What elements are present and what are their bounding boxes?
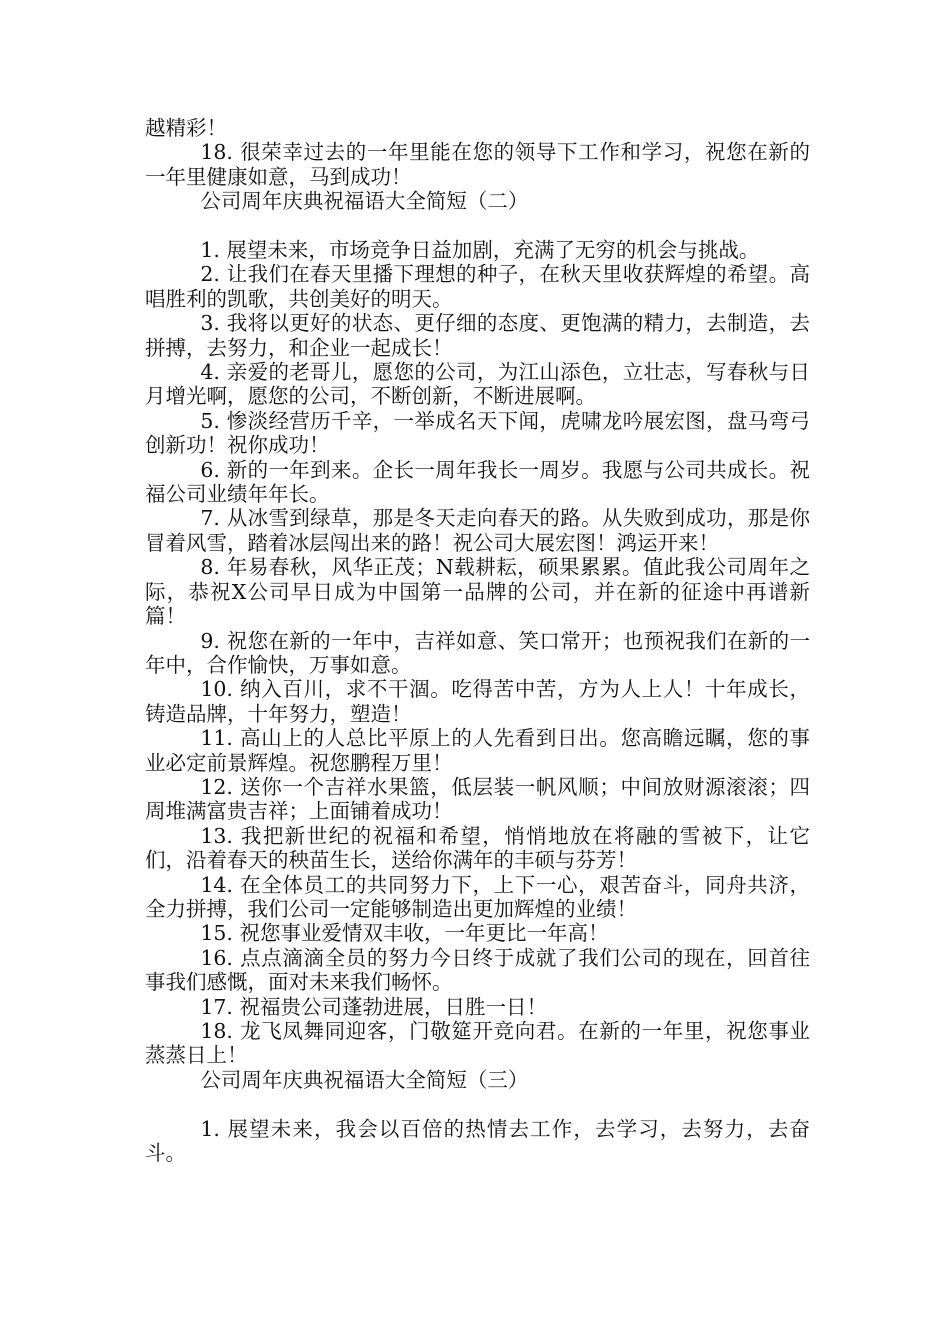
list-item: 4. 亲爱的老哥儿，愿您的公司，为江山添色，立壮志，写春秋与日月增光啊，愿您的公司，不断创新，不断进展啊。 — [145, 360, 810, 409]
list-item: 10. 纳入百川，求不干涸。吃得苦中苦，方为人上人！十年成长，铸造品牌，十年努力，塑造！ — [145, 677, 810, 726]
section-heading-3: 公司周年庆典祝福语大全简短（三） — [200, 1067, 529, 1092]
document-page — [145, 116, 810, 1165]
section-heading-2: 公司周年庆典祝福语大全简短（二） — [200, 189, 529, 214]
list-item: 6. 新的一年到来。企长一周年我长一周岁。我愿与公司共成长。祝福公司业绩年年长。 — [145, 457, 810, 507]
list-item: 18. 很荣幸过去的一年里能在您的领导下工作和学习，祝您在新的一年里健康如意，马到成功！ — [145, 140, 810, 189]
list-item: 9. 祝您在新的一年中，吉祥如意、笑口常开；也预祝我们在新的一年中，合作愉快，万事如意。 — [145, 628, 810, 677]
list-item: 2. 让我们在春天里播下理想的种子，在秋天里收获辉煌的希望。高唱胜利的凯歌，共创美好的明天。 — [145, 262, 810, 311]
blank-line — [145, 1092, 810, 1116]
list-item: 12. 送你一个吉祥水果篮，低层装一帆风顺；中间放财源滚滚；四周堆满富贵吉祥；上面铺着成功！ — [145, 774, 810, 824]
list-item: 17. 祝福贵公司蓬勃进展，日胜一日！ — [200, 994, 547, 1019]
blank-line — [145, 214, 810, 238]
list-item: 3. 我将以更好的状态、更仔细的态度、更饱满的精力，去制造，去拼搏，去努力，和企业一起成长！ — [145, 311, 810, 360]
list-item: 5. 惨淡经营历千辛，一举成名天下闻，虎啸龙吟展宏图，盘马弯弓创新功！祝你成功！ — [145, 408, 810, 458]
list-item: 15. 祝您事业爱情双丰收，一年更比一年高！ — [200, 921, 609, 946]
list-item: 1. 展望未来，我会以百倍的热情去工作，去学习，去努力，去奋斗。 — [145, 1116, 810, 1166]
list-item: 8. 年易春秋，风华正茂；N载耕耘，硕果累累。值此我公司周年之际，恭祝X公司早日成为中国第一品牌的公司，并在新的征途中再谱新篇！ — [145, 555, 810, 629]
list-item: 7. 从冰雪到绿草，那是冬天走向春天的路。从失败到成功，那是你冒着风雪，踏着冰层闯出来的路！祝公司大展宏图！鸿运开来！ — [145, 506, 810, 555]
list-item: 13. 我把新世纪的祝福和希望，悄悄地放在将融的雪被下，让它们，沿着春天的秧苗生长，送给你满年的丰硕与芬芳！ — [145, 823, 810, 873]
list-item: 18. 龙飞凤舞同迎客，门敬筵开竞向君。在新的一年里，祝您事业蒸蒸日上！ — [145, 1019, 810, 1068]
continuation-text: 越精彩！ — [145, 116, 227, 140]
list-item: 1. 展望未来，市场竞争日益加剧，充满了无穷的机会与挑战。 — [200, 238, 760, 263]
list-item: 11. 高山上的人总比平原上的人先看到日出。您高瞻远瞩，您的事业必定前景辉煌。祝您鹏程万里！ — [145, 726, 810, 775]
list-item: 14. 在全体员工的共同努力下，上下一心，艰苦奋斗，同舟共济，全力拼搏，我们公司一定能够制造出更加辉煌的业绩！ — [145, 872, 810, 921]
list-item: 16. 点点滴滴全员的努力今日终于成就了我们公司的现在，回首往事我们感慨，面对未来我们畅怀。 — [145, 945, 810, 995]
